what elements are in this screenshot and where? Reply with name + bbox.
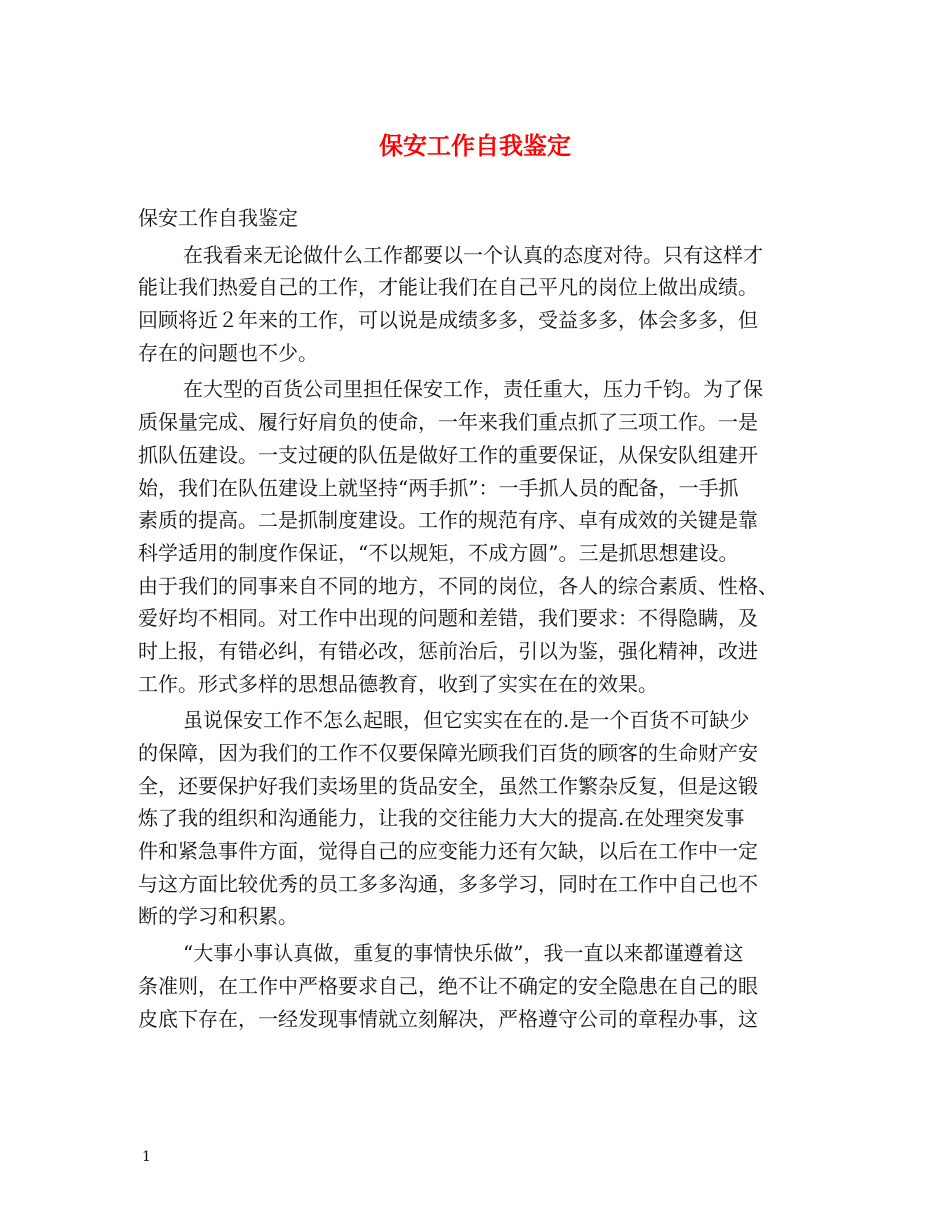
- paragraph-line: 能让我们热爱自己的工作，才能让我们在自己平凡的岗位上做出成绩。: [138, 275, 758, 300]
- paragraph-line: 在大型的百货公司里担任保安工作，责任重大，压力千钧。为了保: [183, 377, 763, 402]
- document-subtitle: 保安工作自我鉴定: [138, 206, 298, 230]
- paragraph-line: 素质的提高。二是抓制度建设。工作的规范有序、卓有成效的关键是靠: [138, 508, 758, 533]
- paragraph-line: 始，我们在队伍建设上就坚持“两手抓”：一手抓人员的配备，一手抓: [138, 475, 739, 500]
- paragraph-line: 存在的问题也不少。: [138, 340, 318, 365]
- paragraph-line: 皮底下存在，一经发现事情就立刻解决，严格遵守公司的章程办事，这: [138, 1006, 758, 1031]
- paragraph-line: 质保量完成、履行好肩负的使命，一年来我们重点抓了三项工作。一是: [138, 410, 758, 435]
- paragraph-line: 件和紧急事件方面，觉得自己的应变能力还有欠缺，以后在工作中一定: [138, 839, 758, 864]
- paragraph-3: [138, 704, 814, 933]
- paragraph-4: [138, 937, 814, 1035]
- paragraph-line: 与这方面比较优秀的员工多多沟通，多多学习，同时在工作中自己也不: [138, 871, 758, 896]
- paragraph-line: 时上报，有错必纠，有错必改，惩前治后，引以为鉴，强化精神，改进: [138, 638, 758, 663]
- paragraph-2: [138, 373, 814, 700]
- paragraph-line: “大事小事认真做，重复的事情快乐做”，我一直以来都谨遵着这: [183, 941, 744, 966]
- paragraph-line: 抓队伍建设。一支过硬的队伍是做好工作的重要保证，从保安队组建开: [138, 442, 758, 467]
- paragraph-line: 条准则，在工作中严格要求自己，绝不让不确定的安全隐患在自己的眼: [138, 973, 758, 998]
- paragraph-line: 虽说保安工作不怎么起眼，但它实实在在的.是一个百货不可缺少: [183, 708, 750, 733]
- paragraph-line: 在我看来无论做什么工作都要以一个认真的态度对待。只有这样才: [183, 242, 763, 267]
- paragraph-line: 的保障，因为我们的工作不仅要保障光顾我们百货的顾客的生命财产安: [138, 741, 758, 765]
- paragraph-line: 由于我们的同事来自不同的地方，不同的岗位，各人的综合素质、性格、: [138, 573, 778, 598]
- document-body: [138, 202, 814, 1039]
- paragraph-line: 全，还要保护好我们卖场里的货品安全，虽然工作繁杂反复，但是这锻: [138, 773, 758, 798]
- paragraph-line: 工作。形式多样的思想品德教育，收到了实实在在的效果。: [138, 671, 658, 696]
- paragraph-line: 科学适用的制度作保证，“不以规矩，不成方圆”。三是抓思想建设。: [138, 540, 739, 565]
- paragraph-1: [138, 239, 814, 370]
- page-number: 1: [142, 1149, 151, 1165]
- paragraph-line: 回顾将近２年来的工作，可以说是成绩多多，受益多多，体会多多，但: [138, 308, 758, 333]
- paragraph-line: 炼了我的组织和沟通能力，让我的交往能力大大的提高.在处理突发事: [138, 806, 745, 831]
- paragraph-line: 断的学习和积累。: [138, 904, 298, 929]
- paragraph-line: 爱好均不相同。对工作中出现的问题和差错，我们要求：不得隐瞒，及: [138, 606, 758, 631]
- document-title: 保安工作自我鉴定: [379, 131, 571, 160]
